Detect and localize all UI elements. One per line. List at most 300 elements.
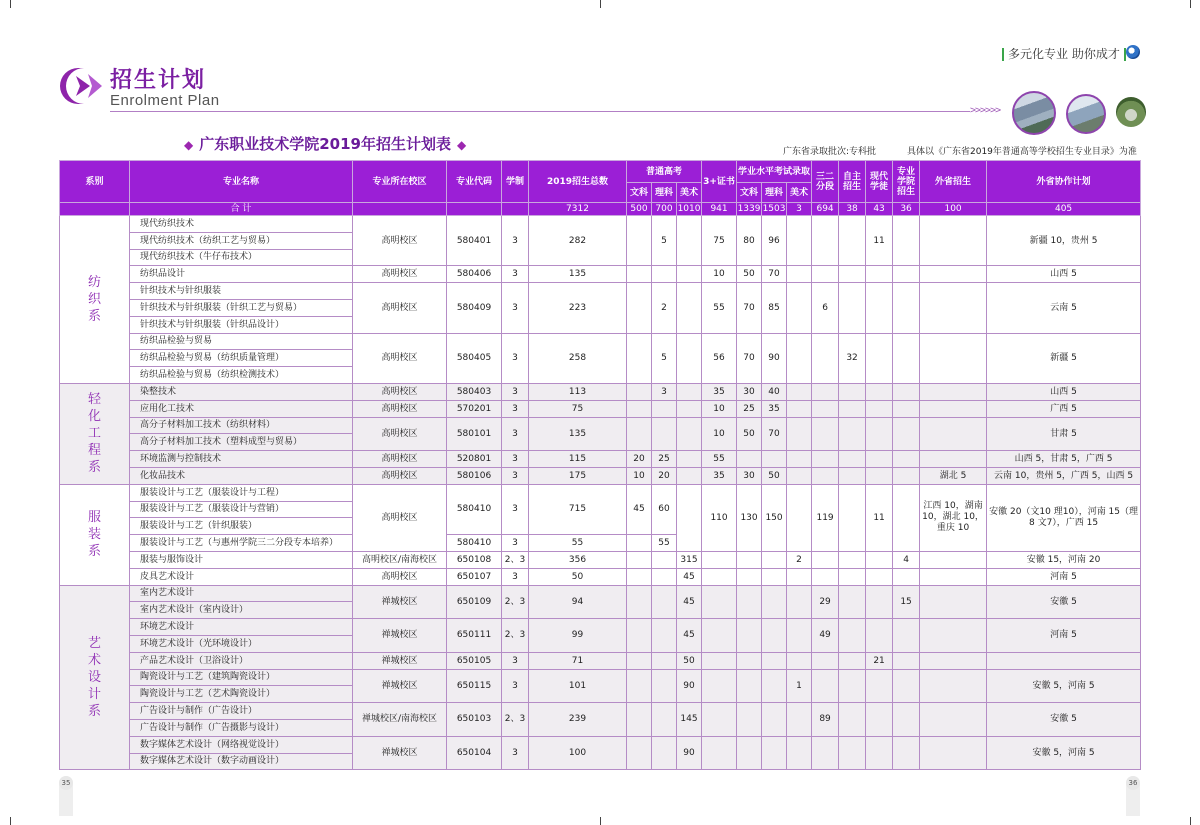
program-name: 服装设计与工艺（服装设计与工程）: [130, 484, 353, 501]
cell-xy_ms: [787, 703, 812, 737]
cell-code: 580409: [447, 283, 502, 333]
col-lk: 理科: [652, 183, 677, 203]
page-subtitle: Enrolment Plan: [110, 92, 220, 109]
cell-xy_lk: [762, 451, 787, 468]
cell-xy_ms: [787, 451, 812, 468]
col-sane: 三二分段: [812, 161, 839, 203]
table-title: [178, 133, 472, 154]
total-cell: [502, 203, 529, 216]
cell-lk: [652, 652, 677, 669]
cell-years: 3: [502, 383, 529, 400]
total-cell: [447, 203, 502, 216]
cell-ms: [677, 283, 702, 333]
slogan: [998, 45, 1130, 62]
program-name: 现代纺织技术（牛仔布技术）: [130, 249, 353, 266]
cell-xy_lk: [762, 585, 787, 619]
cell-ms: [677, 266, 702, 283]
cell-sane: 89: [812, 703, 839, 737]
cell-campus: 禅城校区: [353, 585, 447, 619]
cell-sane: [812, 417, 839, 451]
cell-years: 3: [502, 736, 529, 770]
program-name: 现代纺织技术: [130, 216, 353, 233]
cell-xy_ms: [787, 283, 812, 333]
cell-lk: 60: [652, 484, 677, 534]
cell-xdxt: [866, 619, 893, 653]
cell-code: 650104: [447, 736, 502, 770]
cell-waisheng: [920, 652, 987, 669]
cell-xdxt: [866, 266, 893, 283]
cell-xiezuo: 甘肃 5: [987, 417, 1141, 451]
cell-wk: [627, 736, 652, 770]
cell-xiezuo: 山西 5: [987, 383, 1141, 400]
program-name: 皮具艺术设计: [130, 568, 353, 585]
cell-campus: 高明校区: [353, 216, 447, 266]
cell-total: 223: [529, 283, 627, 333]
cell-ms: 45: [677, 619, 702, 653]
cell-xy_wk: [737, 551, 762, 568]
total-cell: 1503: [762, 204, 786, 214]
cell-xdxt: 21: [866, 652, 893, 669]
table-row: [60, 266, 1141, 283]
campus-photo: [1116, 97, 1146, 127]
program-name: 纺织品检验与贸易（纺织检测技术）: [130, 367, 353, 384]
cell-lk: 25: [652, 451, 677, 468]
total-cell: 694: [812, 203, 839, 216]
diamond-icon: ◆: [456, 138, 467, 152]
cell-waisheng: [920, 619, 987, 653]
cell-total: 115: [529, 451, 627, 468]
page-title: 招生计划: [110, 68, 207, 93]
cell-code: 580401: [447, 216, 502, 266]
cell-waisheng: [920, 417, 987, 451]
cell-total: 356: [529, 551, 627, 568]
cell-ms: 50: [677, 652, 702, 669]
total-cell: 405: [987, 203, 1141, 216]
table-row: [60, 703, 1141, 720]
cell-zizhu: [839, 551, 866, 568]
cell-total: 99: [529, 619, 627, 653]
crop-mark: [600, 817, 601, 825]
page-number-right: 36: [1126, 776, 1140, 790]
department-group: [60, 484, 1141, 585]
cell-xy_wk: [737, 703, 762, 737]
crop-mark: [1190, 0, 1191, 8]
cell-xy_ms: [787, 736, 812, 770]
cell-waisheng: [920, 400, 987, 417]
col-dept: 系别: [60, 161, 130, 203]
cell-years: 3: [502, 484, 529, 534]
cell-sane: 119: [812, 484, 839, 551]
cell-sane: [812, 216, 839, 266]
cell-sane: 29: [812, 585, 839, 619]
cell-xy_wk: 50: [737, 417, 762, 451]
program-name: 化妆品技术: [130, 467, 353, 484]
cell-cert: 110: [702, 484, 737, 551]
cell-xy_wk: 25: [737, 400, 762, 417]
program-name: 环境艺术设计: [130, 619, 353, 636]
cell-zizhu: [839, 400, 866, 417]
cell-years: 2、3: [502, 551, 529, 568]
col-xueye: 学业水平考试录取: [737, 161, 812, 183]
cell-xiezuo: 云南 10，贵州 5，广西 5，山西 5: [987, 467, 1141, 484]
cell-xdxt: [866, 551, 893, 568]
cell-campus: 高明校区: [353, 484, 447, 551]
cell-zyxy: [893, 417, 920, 451]
cell-wk: [627, 333, 652, 383]
total-cell: 38: [839, 203, 866, 216]
cell-lk: [652, 669, 677, 703]
cell-lk: 20: [652, 467, 677, 484]
cell-lk: 5: [652, 333, 677, 383]
cell-code: 650105: [447, 652, 502, 669]
cell-xy_lk: [762, 619, 787, 653]
total-cell: 700: [652, 203, 677, 216]
cell-xy_lk: 40: [762, 383, 787, 400]
table-row: [60, 736, 1141, 753]
cell-xy_ms: [787, 216, 812, 266]
cell-cert: 55: [702, 283, 737, 333]
cell-total: 101: [529, 669, 627, 703]
cell-code: 520801: [447, 451, 502, 468]
cell-zyxy: [893, 333, 920, 383]
col-cert: 3+证书: [702, 161, 737, 203]
cell-wk: [627, 535, 652, 552]
program-name: 服装设计与工艺（服装设计与营销）: [130, 501, 353, 518]
cell-zyxy: [893, 736, 920, 770]
program-name: 服装与服饰设计: [130, 551, 353, 568]
cell-xiezuo: 河南 5: [987, 568, 1141, 585]
cell-zizhu: [839, 451, 866, 468]
cell-xy_lk: 90: [762, 333, 787, 383]
col-xy-ms: 美术: [787, 183, 812, 203]
cell-sane: [812, 333, 839, 383]
cell-xy_wk: 50: [737, 266, 762, 283]
cell-zizhu: [839, 484, 866, 551]
total-cell: 7312: [529, 203, 627, 216]
cell-sane: [812, 451, 839, 468]
cell-total: 100: [529, 736, 627, 770]
cell-campus: 禅城校区/南海校区: [353, 703, 447, 737]
cell-waisheng: [920, 451, 987, 468]
cell-xiezuo: 广西 5: [987, 400, 1141, 417]
cell-waisheng: 江西 10，湖南 10，湖北 10，重庆 10: [920, 484, 987, 551]
cell-xy_lk: 85: [762, 283, 787, 333]
cell-xy_lk: 96: [762, 216, 787, 266]
cell-campus: 高明校区: [353, 333, 447, 383]
arrows-decoration: >>>>>>: [970, 105, 1001, 116]
cell-code: 570201: [447, 400, 502, 417]
cell-lk: [652, 703, 677, 737]
program-name: 纺织品检验与贸易（纺织质量管理）: [130, 350, 353, 367]
cell-sane: [812, 383, 839, 400]
cell-code: 580405: [447, 333, 502, 383]
cell-zizhu: [839, 568, 866, 585]
cell-campus: 高明校区: [353, 383, 447, 400]
cell-code: 650111: [447, 619, 502, 653]
total-cell: 43: [866, 203, 893, 216]
total-label: 合 计: [130, 203, 353, 216]
cell-cert: [702, 568, 737, 585]
campus-photo: [1066, 94, 1106, 134]
cell-lk: [652, 736, 677, 770]
cell-xy_lk: [762, 568, 787, 585]
cell-ms: 45: [677, 568, 702, 585]
cell-total: 239: [529, 703, 627, 737]
cell-zizhu: [839, 669, 866, 703]
cell-xy_wk: 80: [737, 216, 762, 266]
program-name: 服装设计与工艺（针织服装）: [130, 518, 353, 535]
cell-ms: 145: [677, 703, 702, 737]
cell-xdxt: [866, 669, 893, 703]
cell-lk: 3: [652, 383, 677, 400]
cell-code: 650107: [447, 568, 502, 585]
cell-zyxy: [893, 451, 920, 468]
cell-zizhu: 32: [839, 333, 866, 383]
cell-lk: [652, 400, 677, 417]
cell-campus: 高明校区: [353, 417, 447, 451]
cell-lk: 5: [652, 216, 677, 266]
cell-ms: [677, 400, 702, 417]
cell-waisheng: [920, 283, 987, 333]
program-name: 高分子材料加工技术（塑料成型与贸易）: [130, 434, 353, 451]
cell-sane: [812, 736, 839, 770]
table-row: [60, 417, 1141, 434]
cell-waisheng: [920, 703, 987, 737]
header-rule: [110, 111, 970, 112]
cell-lk: 55: [652, 535, 677, 552]
department-group: [60, 216, 1141, 384]
cell-total: 135: [529, 417, 627, 451]
cell-ms: [677, 333, 702, 383]
cell-cert: 56: [702, 333, 737, 383]
cell-wk: [627, 652, 652, 669]
table-row: [60, 451, 1141, 468]
total-cell: 500: [627, 203, 652, 216]
table-row: [60, 333, 1141, 350]
col-ms: 美术: [677, 183, 702, 203]
cell-code: 650108: [447, 551, 502, 568]
program-name: 环境艺术设计（光环境设计）: [130, 635, 353, 652]
cell-zyxy: [893, 216, 920, 266]
program-name: 服装设计与工艺（与惠州学院三二分段专本培养）: [130, 535, 353, 552]
program-name: 室内艺术设计（室内设计）: [130, 602, 353, 619]
cell-cert: [702, 551, 737, 568]
cell-waisheng: [920, 669, 987, 703]
cell-campus: 高明校区: [353, 451, 447, 468]
table-row: [60, 619, 1141, 636]
cell-wk: 45: [627, 484, 652, 534]
col-waisheng: 外省招生: [920, 161, 987, 203]
cell-xy_ms: [787, 467, 812, 484]
cell-years: 3: [502, 669, 529, 703]
cell-sane: [812, 266, 839, 283]
cell-zizhu: [839, 383, 866, 400]
col-code: 专业代码: [447, 161, 502, 203]
cell-total: 55: [529, 535, 627, 552]
cell-zyxy: [893, 400, 920, 417]
cell-xy_ms: [787, 266, 812, 283]
cell-code: 580106: [447, 467, 502, 484]
cell-zizhu: [839, 619, 866, 653]
cell-years: 3: [502, 451, 529, 468]
cell-wk: [627, 619, 652, 653]
cell-waisheng: [920, 383, 987, 400]
total-cell: 1339: [737, 204, 761, 214]
col-years: 学制: [502, 161, 529, 203]
slogan-bar: [1002, 48, 1004, 61]
cell-xy_ms: [787, 619, 812, 653]
cell-sane: [812, 467, 839, 484]
totals-row: [60, 203, 1141, 216]
cell-xy_lk: [762, 652, 787, 669]
cell-wk: [627, 266, 652, 283]
cell-wk: [627, 400, 652, 417]
table-row: [60, 585, 1141, 602]
cell-wk: [627, 283, 652, 333]
col-xiezuo: 外省协作计划: [987, 161, 1141, 203]
program-name: 陶瓷设计与工艺（艺术陶瓷设计）: [130, 686, 353, 703]
cell-xy_wk: [737, 652, 762, 669]
cell-ms: [677, 484, 702, 551]
cell-wk: 10: [627, 467, 652, 484]
cell-wk: [627, 417, 652, 451]
cell-zizhu: [839, 585, 866, 619]
cell-xy_wk: [737, 568, 762, 585]
cell-xy_ms: [787, 417, 812, 451]
catalog-note: 具体以《广东省2019年普通高等学校招生专业目录》为准: [907, 147, 1137, 157]
cell-cert: 35: [702, 467, 737, 484]
cell-code: 650103: [447, 703, 502, 737]
total-cell: 100: [920, 203, 987, 216]
cell-campus: 高明校区/南海校区: [353, 551, 447, 568]
cell-xiezuo: 安徽 5: [987, 585, 1141, 619]
program-name: 广告设计与制作（广告摄影与设计）: [130, 719, 353, 736]
cell-cert: 10: [702, 266, 737, 283]
program-name: 针织技术与针织服装: [130, 283, 353, 300]
cell-xdxt: [866, 417, 893, 451]
col-name: 专业名称: [130, 161, 353, 203]
col-total: 2019招生总数: [529, 161, 627, 203]
col-wk: 文科: [627, 183, 652, 203]
crop-mark: [600, 0, 601, 8]
cell-waisheng: [920, 585, 987, 619]
cell-xiezuo: 新疆 10，贵州 5: [987, 216, 1141, 266]
table-row: [60, 484, 1141, 501]
cell-sane: [812, 551, 839, 568]
cell-code: 580406: [447, 266, 502, 283]
cell-xdxt: [866, 568, 893, 585]
program-name: 室内艺术设计: [130, 585, 353, 602]
col-xy-wk: 文科: [737, 183, 762, 203]
cell-xdxt: [866, 703, 893, 737]
cell-sane: [812, 669, 839, 703]
cell-total: 258: [529, 333, 627, 383]
cell-wk: [627, 551, 652, 568]
cell-xdxt: [866, 736, 893, 770]
cell-zizhu: [839, 216, 866, 266]
cell-zizhu: [839, 417, 866, 451]
program-name: 数字媒体艺术设计（网络视觉设计）: [130, 736, 353, 753]
cell-xy_lk: 70: [762, 266, 787, 283]
cell-campus: 高明校区: [353, 283, 447, 333]
cell-xy_wk: [737, 669, 762, 703]
program-name: 产品艺术设计（卫浴设计）: [130, 652, 353, 669]
cell-sane: [812, 568, 839, 585]
cell-zizhu: [839, 652, 866, 669]
cell-xiezuo: 安徽 5，河南 5: [987, 669, 1141, 703]
total-cell: [353, 203, 447, 216]
cell-cert: [702, 585, 737, 619]
cell-xy_lk: 35: [762, 400, 787, 417]
cell-wk: [627, 216, 652, 266]
cell-xy_wk: 30: [737, 383, 762, 400]
cell-waisheng: 湖北 5: [920, 467, 987, 484]
total-cell: 3: [787, 203, 812, 216]
cell-years: 2、3: [502, 703, 529, 737]
cell-campus: 禅城校区: [353, 619, 447, 653]
cell-zyxy: [893, 467, 920, 484]
cell-lk: 2: [652, 283, 677, 333]
cell-campus: 高明校区: [353, 467, 447, 484]
cell-xdxt: [866, 333, 893, 383]
cell-zyxy: 4: [893, 551, 920, 568]
cell-zyxy: [893, 652, 920, 669]
cell-waisheng: [920, 736, 987, 770]
total-cell: 941: [702, 203, 737, 216]
table-row: [60, 652, 1141, 669]
cell-lk: [652, 619, 677, 653]
table-row: [60, 568, 1141, 585]
cell-xiezuo: 河南 5: [987, 619, 1141, 653]
cell-years: 3: [502, 283, 529, 333]
col-regular: 普通高考: [627, 161, 702, 183]
crop-mark: [10, 0, 11, 8]
cell-waisheng: [920, 568, 987, 585]
cell-xiezuo: 安徽 5: [987, 703, 1141, 737]
cell-lk: [652, 551, 677, 568]
cell-campus: 禅城校区: [353, 736, 447, 770]
cell-years: 3: [502, 417, 529, 451]
department-cell: 纺 织 系: [60, 216, 130, 384]
cell-zyxy: [893, 703, 920, 737]
cell-zyxy: [893, 383, 920, 400]
col-zyxy: 专业学院招生: [893, 161, 920, 203]
cell-ms: [677, 383, 702, 400]
cell-code: 580403: [447, 383, 502, 400]
program-name: 环境监测与控制技术: [130, 451, 353, 468]
cell-zizhu: [839, 736, 866, 770]
program-name: 陶瓷设计与工艺（建筑陶瓷设计）: [130, 669, 353, 686]
batch-info: 广东省录取批次:专科批: [783, 147, 877, 157]
cell-sane: [812, 400, 839, 417]
cell-xiezuo: 山西 5: [987, 266, 1141, 283]
col-xy-lk: 理科: [762, 183, 787, 203]
cell-xy_lk: [762, 551, 787, 568]
cell-total: 175: [529, 467, 627, 484]
cell-xy_ms: [787, 585, 812, 619]
enrolment-table: [59, 160, 1141, 770]
cell-xy_wk: [737, 736, 762, 770]
cell-campus: 高明校区: [353, 266, 447, 283]
cell-xy_ms: [787, 484, 812, 551]
cell-sane: 49: [812, 619, 839, 653]
cell-cert: [702, 736, 737, 770]
cell-sane: [812, 652, 839, 669]
cell-ms: [677, 216, 702, 266]
cell-xy_lk: [762, 669, 787, 703]
cell-lk: [652, 568, 677, 585]
cell-xdxt: [866, 283, 893, 333]
